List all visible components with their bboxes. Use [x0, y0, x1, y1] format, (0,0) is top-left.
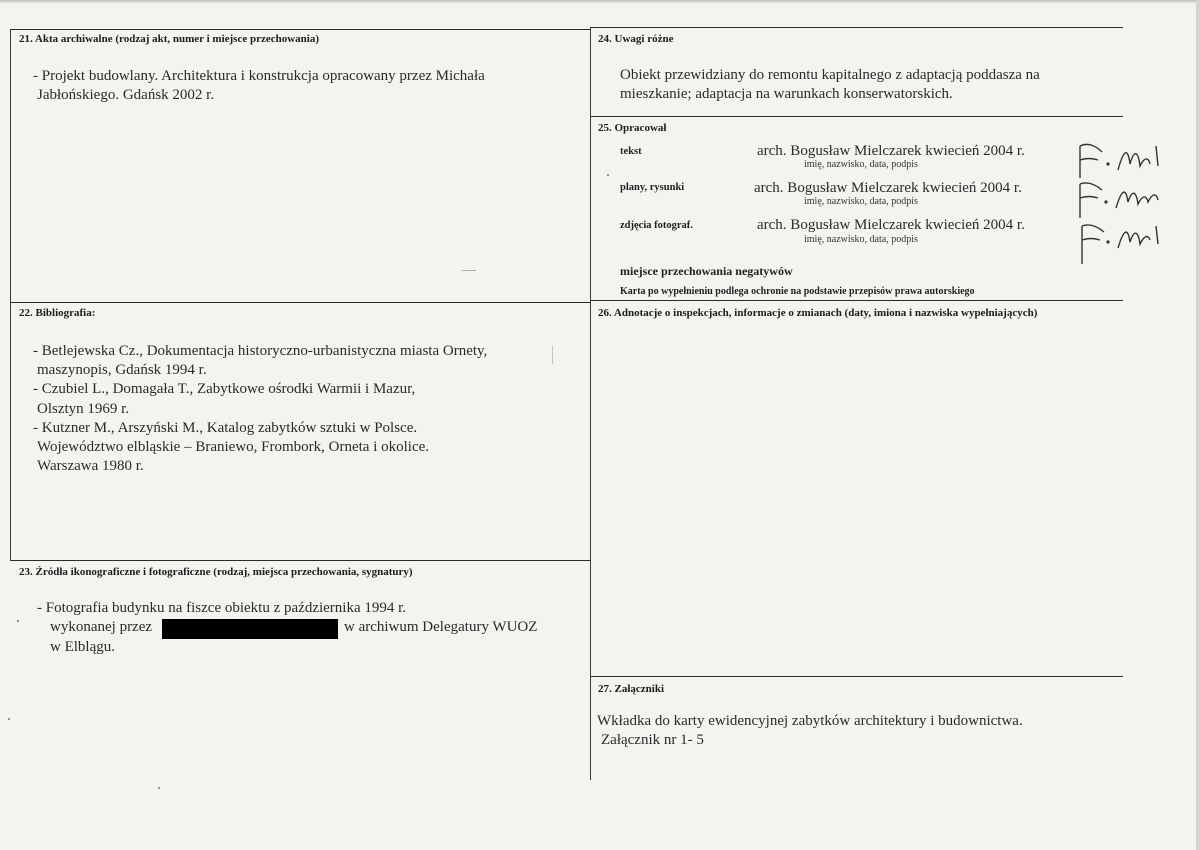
section-24-title: 24. Uwagi różne [598, 33, 674, 45]
section-23-title: 23. Źródła ikonograficzne i fotograficzne (rodzaj, miejsca przechowania, sygnatury) [19, 566, 413, 578]
section-23-line-2-suffix: w archiwum Delegatury WUOZ [344, 619, 538, 635]
scan-speck [552, 346, 553, 364]
scan-speck [607, 174, 609, 176]
section-23-line-3: w Elblągu. [50, 639, 115, 655]
section-22-line-2: maszynopis, Gdańsk 1994 r. [37, 362, 207, 378]
rule-25-top [590, 116, 1123, 117]
row-label-tekst: tekst [620, 146, 642, 157]
column-divider [590, 28, 591, 780]
rule-27-top [590, 676, 1123, 677]
row-name-plany: arch. Bogusław Mielczarek kwiecień 2004 r. [754, 180, 1022, 196]
copyright-note: Karta po wypełnieniu podlega ochronie na podstawie przepisów prawa autorskiego [620, 286, 975, 297]
section-22-line-4: Olsztyn 1969 r. [37, 401, 130, 417]
page-top-edge [0, 0, 1199, 3]
signature-1 [1070, 138, 1180, 182]
signature-2 [1070, 178, 1180, 222]
redaction-bar [162, 619, 338, 639]
row-name-tekst: arch. Bogusław Mielczarek kwiecień 2004 r. [757, 143, 1025, 159]
scan-speck [8, 718, 10, 720]
section-23-line-2-prefix: wykonanej przez [50, 619, 153, 635]
scan-speck [158, 787, 160, 789]
row-caption-zdjecia: imię, nazwisko, data, podpis [804, 234, 918, 245]
section-22-line-1: - Betlejewska Cz., Dokumentacja historyczno-urbanistyczna miasta Ornety, [33, 343, 488, 359]
section-27-line-1: Wkładka do karty ewidencyjnej zabytków architektury i budownictwa. [597, 713, 1023, 729]
signature-3 [1070, 218, 1180, 268]
section-21-title: 21. Akta archiwalne (rodzaj akt, numer i miejsce przechowania) [19, 33, 320, 45]
section-22-line-7: Warszawa 1980 r. [37, 458, 144, 474]
section-27-line-2: Załącznik nr 1- 5 [601, 732, 704, 748]
section-22-line-3: - Czubiel L., Domagała T., Zabytkowe ośrodki Warmii i Mazur, [33, 381, 416, 397]
section-26-title: 26. Adnotacje o inspekcjach, informacje o zmianach (daty, imiona i nazwiska wypełniających) [598, 307, 1038, 319]
rule-top-left [10, 29, 590, 30]
section-22-line-6: Województwo elbląskie – Braniewo, Frombork, Orneta i okolice. [37, 439, 430, 455]
section-21-line-2: Jabłońskiego. Gdańsk 2002 r. [37, 87, 215, 103]
rule-26-top [590, 300, 1123, 301]
section-27-title: 27. Załączniki [598, 683, 665, 695]
section-22-title: 22. Bibliografia: [19, 307, 96, 319]
rule-top-right [590, 27, 1123, 28]
rule-23-top [10, 560, 590, 561]
row-name-zdjecia: arch. Bogusław Mielczarek kwiecień 2004 r. [757, 217, 1025, 233]
row-label-plany: plany, rysunki [620, 182, 685, 193]
section-21-line-1: - Projekt budowlany. Architektura i konstrukcja opracowany przez Michała [33, 68, 485, 84]
section-25-title: 25. Opracował [598, 122, 667, 134]
section-23-line-1: - Fotografia budynku na fiszce obiektu z października 1994 r. [37, 600, 407, 616]
negatives-label: miejsce przechowania negatywów [620, 264, 793, 278]
section-24-line-2: mieszkanie; adaptacja na warunkach konserwatorskich. [620, 86, 953, 102]
left-border-top [10, 29, 11, 561]
row-caption-tekst: imię, nazwisko, data, podpis [804, 159, 918, 170]
row-label-zdjecia: zdjęcia fotograf. [620, 220, 693, 231]
scan-speck [17, 620, 19, 622]
section-22-line-5: - Kutzner M., Arszyński M., Katalog zabytków sztuki w Polsce. [33, 420, 418, 436]
scan-speck [462, 270, 476, 271]
rule-22-top [10, 302, 590, 303]
section-24-line-1: Obiekt przewidziany do remontu kapitalnego z adaptacją poddasza na [620, 67, 1040, 83]
row-caption-plany: imię, nazwisko, data, podpis [804, 196, 918, 207]
